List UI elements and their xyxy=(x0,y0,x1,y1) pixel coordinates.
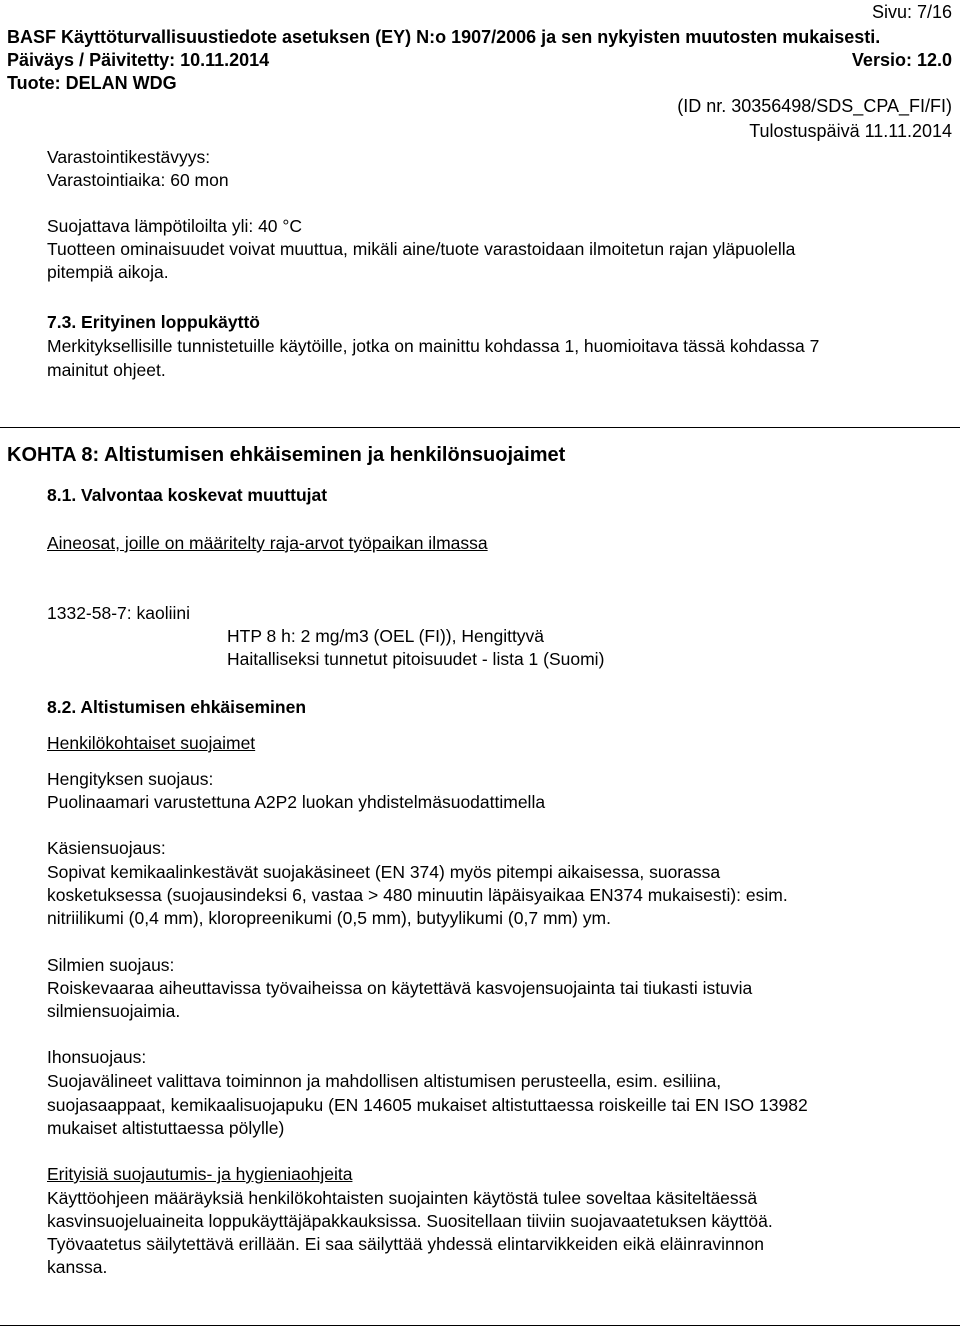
storage-stability-label: Varastointikestävyys: xyxy=(47,147,211,167)
section-7-3-line: Merkityksellisille tunnistetuille käytöille, jotka on mainittu kohdassa 1, huomioitava tässä kohdassa 7 xyxy=(47,336,820,356)
section-8-2-title: 8.2. Altistumisen ehkäiseminen xyxy=(47,697,307,717)
hygiene-title: Erityisiä suojautumis- ja hygieniaohjeita xyxy=(47,1164,353,1184)
page-number: Sivu: 7/16 xyxy=(871,2,952,22)
respiratory-text: Puolinaamari varustettuna A2P2 luokan yhdistelmäsuodattimella xyxy=(47,792,546,812)
hygiene-text-line: Käyttöohjeen määräyksiä henkilökohtaisten suojainten käytöstä tulee soveltaa käsiteltäessä xyxy=(47,1188,758,1208)
storage-note-line: Tuotteen ominaisuudet voivat muuttua, mikäli aine/tuote varastoidaan ilmoitetun rajan yläpuolella xyxy=(47,239,796,259)
hand-label: Käsiensuojaus: xyxy=(47,838,166,858)
respiratory-label: Hengityksen suojaus: xyxy=(47,769,214,789)
substance-name: 1332-58-7: kaoliini xyxy=(47,603,191,623)
product-line: Tuote: DELAN WDG xyxy=(7,73,177,93)
exposure-limit: HTP 8 h: 2 mg/m3 (OEL (FI)), Hengittyvä xyxy=(227,626,545,646)
skin-label: Ihonsuojaus: xyxy=(47,1047,147,1067)
storage-note-line: pitempiä aikoja. xyxy=(47,262,169,282)
date-line: Päiväys / Päivitetty: 10.11.2014 xyxy=(7,50,270,70)
hand-text-line: kosketuksessa (suojausindeksi 6, vastaa > 480 minuutin läpäisyaikaa EN374 mukaisesti): esim. xyxy=(47,885,788,905)
hygiene-text-line: kanssa. xyxy=(47,1257,108,1277)
storage-duration: Varastointiaika: 60 mon xyxy=(47,170,229,190)
footer-divider xyxy=(0,1325,960,1326)
eye-text-line: silmiensuojaimia. xyxy=(47,1001,181,1021)
exposure-limit: Haitalliseksi tunnetut pitoisuudet - lista 1 (Suomi) xyxy=(227,649,605,669)
print-date: Tulostuspäivä 11.11.2014 xyxy=(749,121,952,141)
storage-temperature: Suojattava lämpötiloilta yli: 40 °C xyxy=(47,216,303,236)
version-line: Versio: 12.0 xyxy=(851,50,952,70)
section-7-3-line: mainitut ohjeet. xyxy=(47,360,166,380)
ppe-title: Henkilökohtaiset suojaimet xyxy=(47,733,256,753)
id-line: (ID nr. 30356498/SDS_CPA_FI/FI) xyxy=(677,96,952,116)
skin-text-line: Suojavälineet valittava toiminnon ja mahdollisen altistumisen perusteella, esim. esiliina, xyxy=(47,1071,722,1091)
section-8-1-subtitle: Aineosat, joille on määritelty raja-arvot työpaikan ilmassa xyxy=(47,533,488,553)
skin-text-line: mukaiset altistuttaessa pölylle) xyxy=(47,1118,285,1138)
hand-text-line: Sopivat kemikaalinkestävät suojakäsineet (EN 374) myös pitempi aikaisessa, suorassa xyxy=(47,862,721,882)
eye-label: Silmien suojaus: xyxy=(47,955,175,975)
section-7-3-title: 7.3. Erityinen loppukäyttö xyxy=(47,312,260,332)
regulation-line: BASF Käyttöturvallisuustiedote asetuksen (EY) N:o 1907/2006 ja sen nykyisten muutosten mukaisesti. xyxy=(7,27,881,47)
eye-text-line: Roiskevaaraa aiheuttavissa työvaiheissa on käytettävä kasvojensuojainta tai tiukasti istuvia xyxy=(47,978,753,998)
hygiene-text-line: Työvaatetus säilytettävä erillään. Ei saa säilyttää yhdessä elintarvikkeiden eikä eläinravinnon xyxy=(47,1234,764,1254)
section-8-title: KOHTA 8: Altistumisen ehkäiseminen ja henkilönsuojaimet xyxy=(7,444,566,466)
hygiene-text-line: kasvinsuojeluaineita loppukäyttäjäpakkauksissa. Suositellaan tiiviin suojavaatetuksen käyttöä. xyxy=(47,1211,773,1231)
section-8-1-title: 8.1. Valvontaa koskevat muuttujat xyxy=(47,485,328,505)
hand-text-line: nitriilikumi (0,4 mm), kloropreenikumi (0,5 mm), butyylikumi (0,7 mm) ym. xyxy=(47,908,611,928)
section-divider xyxy=(0,427,960,428)
skin-text-line: suojasaappaat, kemikaalisuojapuku (EN 14605 mukaiset altistuttaessa roiskeille tai EN ISO 13982 xyxy=(47,1095,808,1115)
